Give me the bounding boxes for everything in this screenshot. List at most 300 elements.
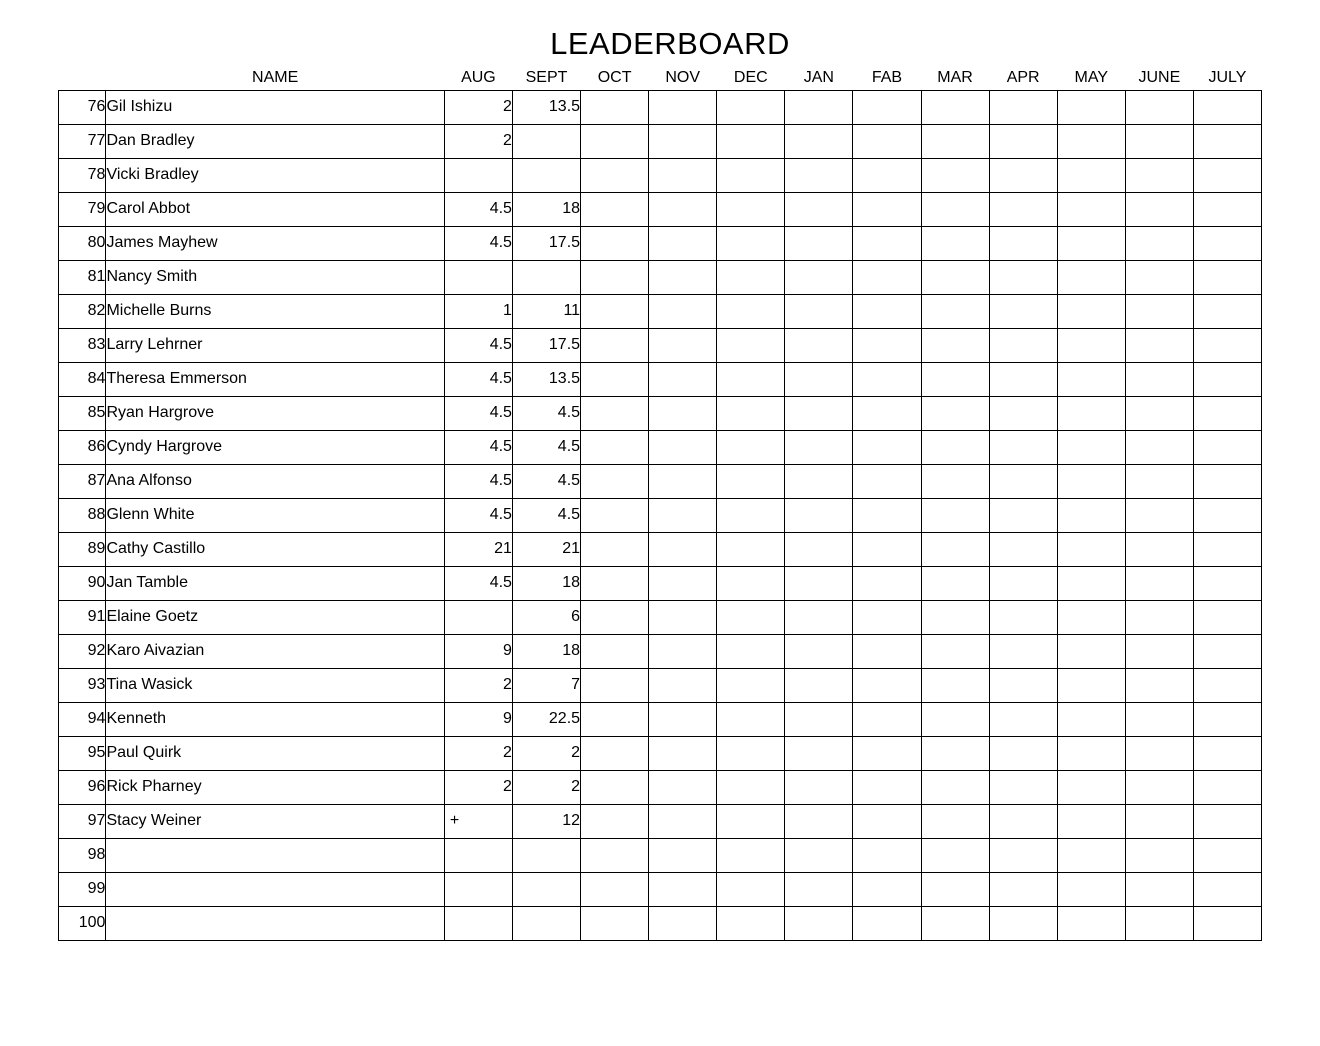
score-cell[interactable] — [1125, 838, 1193, 872]
score-cell[interactable] — [989, 736, 1057, 770]
score-cell[interactable] — [581, 634, 649, 668]
score-cell[interactable]: 9 — [444, 634, 512, 668]
score-cell[interactable] — [785, 702, 853, 736]
score-cell[interactable] — [853, 600, 921, 634]
score-cell[interactable] — [1057, 702, 1125, 736]
score-cell[interactable] — [1193, 396, 1261, 430]
score-cell[interactable] — [853, 770, 921, 804]
score-cell[interactable]: 2 — [444, 770, 512, 804]
score-cell[interactable] — [581, 396, 649, 430]
score-cell[interactable] — [1057, 804, 1125, 838]
score-cell[interactable] — [717, 464, 785, 498]
score-cell[interactable] — [989, 600, 1057, 634]
score-cell[interactable] — [1193, 872, 1261, 906]
score-cell[interactable] — [1125, 736, 1193, 770]
score-cell[interactable]: 4.5 — [512, 464, 580, 498]
score-cell[interactable] — [1125, 226, 1193, 260]
score-cell[interactable] — [581, 702, 649, 736]
score-cell[interactable] — [1057, 226, 1125, 260]
score-cell[interactable] — [717, 260, 785, 294]
score-cell[interactable] — [581, 328, 649, 362]
score-cell[interactable] — [649, 158, 717, 192]
score-cell[interactable] — [1193, 192, 1261, 226]
player-name-cell[interactable]: Glenn White — [106, 498, 444, 532]
player-name-cell[interactable]: Larry Lehrner — [106, 328, 444, 362]
score-cell[interactable] — [921, 90, 989, 124]
score-cell[interactable]: 2 — [512, 770, 580, 804]
player-name-cell[interactable]: Tina Wasick — [106, 668, 444, 702]
score-cell[interactable]: 18 — [512, 566, 580, 600]
score-cell[interactable] — [717, 770, 785, 804]
score-cell[interactable] — [921, 804, 989, 838]
score-cell[interactable] — [921, 192, 989, 226]
score-cell[interactable] — [1193, 600, 1261, 634]
score-cell[interactable] — [1125, 396, 1193, 430]
score-cell[interactable] — [989, 430, 1057, 464]
score-cell[interactable] — [1193, 736, 1261, 770]
player-name-cell[interactable]: Jan Tamble — [106, 566, 444, 600]
score-cell[interactable] — [853, 498, 921, 532]
score-cell[interactable] — [1057, 90, 1125, 124]
score-cell[interactable] — [1125, 872, 1193, 906]
score-cell[interactable] — [785, 838, 853, 872]
score-cell[interactable] — [444, 906, 512, 940]
score-cell[interactable] — [649, 90, 717, 124]
score-cell[interactable] — [1125, 124, 1193, 158]
score-cell[interactable] — [649, 600, 717, 634]
score-cell[interactable] — [1193, 498, 1261, 532]
score-cell[interactable] — [989, 838, 1057, 872]
score-cell[interactable] — [921, 702, 989, 736]
score-cell[interactable] — [1125, 328, 1193, 362]
score-cell[interactable] — [989, 702, 1057, 736]
player-name-cell[interactable] — [106, 838, 444, 872]
score-cell[interactable] — [1125, 498, 1193, 532]
score-cell[interactable]: 21 — [512, 532, 580, 566]
player-name-cell[interactable]: James Mayhew — [106, 226, 444, 260]
score-cell[interactable] — [581, 90, 649, 124]
score-cell[interactable] — [785, 498, 853, 532]
player-name-cell[interactable] — [106, 872, 444, 906]
score-cell[interactable] — [717, 634, 785, 668]
score-cell[interactable] — [921, 464, 989, 498]
score-cell[interactable] — [989, 770, 1057, 804]
score-cell[interactable] — [1057, 124, 1125, 158]
score-cell[interactable] — [853, 90, 921, 124]
score-cell[interactable] — [1193, 430, 1261, 464]
score-cell[interactable]: 22.5 — [512, 702, 580, 736]
score-cell[interactable] — [853, 566, 921, 600]
score-cell[interactable] — [649, 906, 717, 940]
score-cell[interactable] — [785, 600, 853, 634]
score-cell[interactable] — [989, 124, 1057, 158]
score-cell[interactable] — [785, 294, 853, 328]
score-cell[interactable] — [717, 532, 785, 566]
score-cell[interactable] — [853, 872, 921, 906]
score-cell[interactable] — [1057, 158, 1125, 192]
score-cell[interactable] — [989, 906, 1057, 940]
score-cell[interactable] — [581, 294, 649, 328]
score-cell[interactable] — [581, 804, 649, 838]
score-cell[interactable] — [921, 872, 989, 906]
score-cell[interactable] — [1125, 804, 1193, 838]
score-cell[interactable] — [921, 498, 989, 532]
score-cell[interactable] — [989, 396, 1057, 430]
score-cell[interactable] — [649, 328, 717, 362]
score-cell[interactable] — [649, 702, 717, 736]
score-cell[interactable] — [853, 124, 921, 158]
player-name-cell[interactable]: Nancy Smith — [106, 260, 444, 294]
score-cell[interactable] — [853, 906, 921, 940]
score-cell[interactable] — [717, 872, 785, 906]
score-cell[interactable] — [989, 158, 1057, 192]
score-cell[interactable] — [512, 872, 580, 906]
score-cell[interactable] — [1057, 464, 1125, 498]
score-cell[interactable] — [1057, 668, 1125, 702]
score-cell[interactable]: 4.5 — [444, 328, 512, 362]
score-cell[interactable] — [989, 566, 1057, 600]
score-cell[interactable] — [989, 634, 1057, 668]
score-cell[interactable] — [1125, 294, 1193, 328]
score-cell[interactable]: 4.5 — [444, 362, 512, 396]
player-name-cell[interactable]: Rick Pharney — [106, 770, 444, 804]
score-cell[interactable] — [785, 90, 853, 124]
score-cell[interactable]: 4.5 — [444, 430, 512, 464]
score-cell[interactable]: 18 — [512, 634, 580, 668]
score-cell[interactable] — [581, 124, 649, 158]
score-cell[interactable] — [921, 770, 989, 804]
score-cell[interactable] — [1193, 464, 1261, 498]
player-name-cell[interactable]: Cyndy Hargrove — [106, 430, 444, 464]
player-name-cell[interactable]: Dan Bradley — [106, 124, 444, 158]
score-cell[interactable] — [1193, 362, 1261, 396]
score-cell[interactable] — [444, 260, 512, 294]
score-cell[interactable]: + — [444, 804, 512, 838]
score-cell[interactable]: 13.5 — [512, 90, 580, 124]
score-cell[interactable] — [853, 430, 921, 464]
score-cell[interactable] — [921, 838, 989, 872]
score-cell[interactable] — [717, 668, 785, 702]
score-cell[interactable] — [1193, 838, 1261, 872]
score-cell[interactable] — [1057, 498, 1125, 532]
score-cell[interactable] — [853, 838, 921, 872]
score-cell[interactable] — [989, 328, 1057, 362]
score-cell[interactable]: 4.5 — [444, 498, 512, 532]
score-cell[interactable] — [649, 294, 717, 328]
score-cell[interactable] — [853, 532, 921, 566]
score-cell[interactable] — [1193, 328, 1261, 362]
score-cell[interactable] — [853, 804, 921, 838]
score-cell[interactable] — [785, 192, 853, 226]
score-cell[interactable] — [581, 736, 649, 770]
score-cell[interactable] — [581, 566, 649, 600]
score-cell[interactable] — [853, 226, 921, 260]
player-name-cell[interactable]: Stacy Weiner — [106, 804, 444, 838]
score-cell[interactable] — [581, 464, 649, 498]
score-cell[interactable] — [444, 838, 512, 872]
score-cell[interactable] — [1057, 294, 1125, 328]
score-cell[interactable] — [649, 770, 717, 804]
score-cell[interactable] — [785, 634, 853, 668]
score-cell[interactable] — [649, 260, 717, 294]
score-cell[interactable] — [785, 770, 853, 804]
score-cell[interactable] — [717, 158, 785, 192]
score-cell[interactable]: 17.5 — [512, 328, 580, 362]
player-name-cell[interactable]: Paul Quirk — [106, 736, 444, 770]
score-cell[interactable] — [1193, 158, 1261, 192]
score-cell[interactable] — [989, 294, 1057, 328]
score-cell[interactable] — [444, 872, 512, 906]
score-cell[interactable] — [649, 430, 717, 464]
score-cell[interactable] — [921, 532, 989, 566]
score-cell[interactable] — [649, 804, 717, 838]
score-cell[interactable] — [717, 430, 785, 464]
score-cell[interactable] — [921, 260, 989, 294]
score-cell[interactable] — [1125, 532, 1193, 566]
score-cell[interactable] — [1057, 430, 1125, 464]
score-cell[interactable] — [717, 90, 785, 124]
score-cell[interactable] — [717, 192, 785, 226]
player-name-cell[interactable]: Kenneth — [106, 702, 444, 736]
score-cell[interactable] — [581, 872, 649, 906]
score-cell[interactable] — [1193, 294, 1261, 328]
score-cell[interactable] — [853, 702, 921, 736]
score-cell[interactable] — [717, 498, 785, 532]
score-cell[interactable] — [1193, 702, 1261, 736]
score-cell[interactable] — [785, 158, 853, 192]
score-cell[interactable] — [921, 226, 989, 260]
score-cell[interactable] — [1193, 668, 1261, 702]
score-cell[interactable] — [1193, 634, 1261, 668]
player-name-cell[interactable]: Michelle Burns — [106, 294, 444, 328]
score-cell[interactable]: 4.5 — [444, 566, 512, 600]
score-cell[interactable] — [785, 430, 853, 464]
score-cell[interactable]: 2 — [444, 736, 512, 770]
score-cell[interactable] — [853, 328, 921, 362]
score-cell[interactable] — [1125, 600, 1193, 634]
score-cell[interactable] — [1125, 770, 1193, 804]
score-cell[interactable] — [1057, 600, 1125, 634]
score-cell[interactable] — [581, 158, 649, 192]
score-cell[interactable] — [1057, 838, 1125, 872]
score-cell[interactable]: 17.5 — [512, 226, 580, 260]
score-cell[interactable] — [649, 226, 717, 260]
score-cell[interactable] — [785, 804, 853, 838]
score-cell[interactable] — [649, 464, 717, 498]
score-cell[interactable] — [1057, 872, 1125, 906]
score-cell[interactable] — [853, 260, 921, 294]
score-cell[interactable] — [1193, 804, 1261, 838]
score-cell[interactable] — [785, 906, 853, 940]
score-cell[interactable] — [785, 532, 853, 566]
score-cell[interactable] — [1125, 702, 1193, 736]
score-cell[interactable] — [989, 192, 1057, 226]
score-cell[interactable] — [785, 668, 853, 702]
score-cell[interactable] — [649, 736, 717, 770]
score-cell[interactable] — [1057, 260, 1125, 294]
score-cell[interactable]: 21 — [444, 532, 512, 566]
score-cell[interactable] — [1057, 906, 1125, 940]
score-cell[interactable] — [1057, 566, 1125, 600]
score-cell[interactable] — [512, 906, 580, 940]
score-cell[interactable] — [989, 226, 1057, 260]
score-cell[interactable] — [1125, 634, 1193, 668]
score-cell[interactable] — [717, 804, 785, 838]
score-cell[interactable] — [989, 498, 1057, 532]
score-cell[interactable] — [649, 634, 717, 668]
score-cell[interactable]: 4.5 — [444, 192, 512, 226]
score-cell[interactable] — [717, 566, 785, 600]
score-cell[interactable] — [581, 226, 649, 260]
score-cell[interactable] — [1125, 668, 1193, 702]
score-cell[interactable] — [785, 226, 853, 260]
score-cell[interactable] — [649, 668, 717, 702]
score-cell[interactable]: 1 — [444, 294, 512, 328]
score-cell[interactable] — [1125, 90, 1193, 124]
score-cell[interactable] — [581, 362, 649, 396]
score-cell[interactable] — [921, 396, 989, 430]
score-cell[interactable] — [1125, 192, 1193, 226]
score-cell[interactable] — [1193, 90, 1261, 124]
score-cell[interactable] — [717, 906, 785, 940]
score-cell[interactable] — [785, 260, 853, 294]
player-name-cell[interactable]: Elaine Goetz — [106, 600, 444, 634]
score-cell[interactable] — [581, 260, 649, 294]
score-cell[interactable] — [989, 260, 1057, 294]
score-cell[interactable] — [989, 362, 1057, 396]
score-cell[interactable] — [921, 430, 989, 464]
score-cell[interactable] — [444, 158, 512, 192]
score-cell[interactable] — [581, 498, 649, 532]
score-cell[interactable] — [921, 736, 989, 770]
score-cell[interactable]: 7 — [512, 668, 580, 702]
score-cell[interactable] — [717, 838, 785, 872]
score-cell[interactable]: 18 — [512, 192, 580, 226]
score-cell[interactable] — [581, 906, 649, 940]
player-name-cell[interactable]: Carol Abbot — [106, 192, 444, 226]
score-cell[interactable] — [785, 464, 853, 498]
score-cell[interactable] — [921, 362, 989, 396]
score-cell[interactable] — [853, 396, 921, 430]
score-cell[interactable] — [921, 294, 989, 328]
score-cell[interactable] — [1057, 634, 1125, 668]
score-cell[interactable] — [1125, 566, 1193, 600]
player-name-cell[interactable]: Cathy Castillo — [106, 532, 444, 566]
score-cell[interactable] — [512, 158, 580, 192]
score-cell[interactable]: 4.5 — [444, 396, 512, 430]
score-cell[interactable] — [921, 906, 989, 940]
score-cell[interactable]: 2 — [444, 90, 512, 124]
score-cell[interactable] — [717, 328, 785, 362]
score-cell[interactable] — [853, 294, 921, 328]
score-cell[interactable] — [1057, 770, 1125, 804]
score-cell[interactable] — [1125, 430, 1193, 464]
score-cell[interactable] — [1057, 328, 1125, 362]
score-cell[interactable] — [989, 464, 1057, 498]
score-cell[interactable] — [1193, 906, 1261, 940]
score-cell[interactable] — [1057, 396, 1125, 430]
player-name-cell[interactable]: Ryan Hargrove — [106, 396, 444, 430]
score-cell[interactable] — [1193, 566, 1261, 600]
score-cell[interactable]: 2 — [512, 736, 580, 770]
score-cell[interactable] — [649, 396, 717, 430]
score-cell[interactable] — [989, 532, 1057, 566]
score-cell[interactable]: 13.5 — [512, 362, 580, 396]
score-cell[interactable] — [717, 702, 785, 736]
score-cell[interactable] — [853, 464, 921, 498]
score-cell[interactable] — [581, 770, 649, 804]
player-name-cell[interactable]: Karo Aivazian — [106, 634, 444, 668]
score-cell[interactable] — [785, 872, 853, 906]
score-cell[interactable] — [1057, 362, 1125, 396]
score-cell[interactable]: 4.5 — [512, 498, 580, 532]
score-cell[interactable] — [853, 362, 921, 396]
score-cell[interactable] — [717, 362, 785, 396]
score-cell[interactable] — [921, 600, 989, 634]
score-cell[interactable] — [581, 838, 649, 872]
score-cell[interactable] — [1193, 532, 1261, 566]
score-cell[interactable] — [512, 260, 580, 294]
score-cell[interactable] — [853, 192, 921, 226]
score-cell[interactable] — [785, 328, 853, 362]
score-cell[interactable]: 4.5 — [512, 430, 580, 464]
score-cell[interactable] — [512, 124, 580, 158]
player-name-cell[interactable]: Ana Alfonso — [106, 464, 444, 498]
score-cell[interactable] — [1125, 260, 1193, 294]
score-cell[interactable] — [717, 294, 785, 328]
score-cell[interactable] — [444, 600, 512, 634]
score-cell[interactable] — [921, 124, 989, 158]
score-cell[interactable] — [649, 532, 717, 566]
score-cell[interactable] — [581, 430, 649, 464]
score-cell[interactable] — [785, 362, 853, 396]
score-cell[interactable] — [649, 192, 717, 226]
score-cell[interactable] — [581, 668, 649, 702]
score-cell[interactable]: 6 — [512, 600, 580, 634]
score-cell[interactable]: 2 — [444, 124, 512, 158]
score-cell[interactable] — [853, 158, 921, 192]
score-cell[interactable] — [785, 124, 853, 158]
score-cell[interactable] — [649, 872, 717, 906]
score-cell[interactable] — [1057, 736, 1125, 770]
score-cell[interactable] — [1125, 906, 1193, 940]
score-cell[interactable] — [1193, 226, 1261, 260]
score-cell[interactable] — [717, 226, 785, 260]
score-cell[interactable] — [989, 804, 1057, 838]
score-cell[interactable]: 12 — [512, 804, 580, 838]
score-cell[interactable] — [717, 600, 785, 634]
score-cell[interactable] — [1057, 532, 1125, 566]
score-cell[interactable] — [581, 192, 649, 226]
score-cell[interactable] — [717, 396, 785, 430]
score-cell[interactable]: 4.5 — [444, 226, 512, 260]
score-cell[interactable] — [921, 566, 989, 600]
score-cell[interactable] — [853, 634, 921, 668]
score-cell[interactable] — [649, 566, 717, 600]
score-cell[interactable] — [1057, 192, 1125, 226]
score-cell[interactable] — [785, 396, 853, 430]
score-cell[interactable] — [989, 668, 1057, 702]
score-cell[interactable]: 4.5 — [512, 396, 580, 430]
score-cell[interactable] — [921, 158, 989, 192]
score-cell[interactable] — [581, 532, 649, 566]
score-cell[interactable]: 4.5 — [444, 464, 512, 498]
score-cell[interactable] — [1193, 260, 1261, 294]
score-cell[interactable] — [853, 736, 921, 770]
player-name-cell[interactable]: Vicki Bradley — [106, 158, 444, 192]
score-cell[interactable] — [989, 90, 1057, 124]
score-cell[interactable] — [1125, 158, 1193, 192]
